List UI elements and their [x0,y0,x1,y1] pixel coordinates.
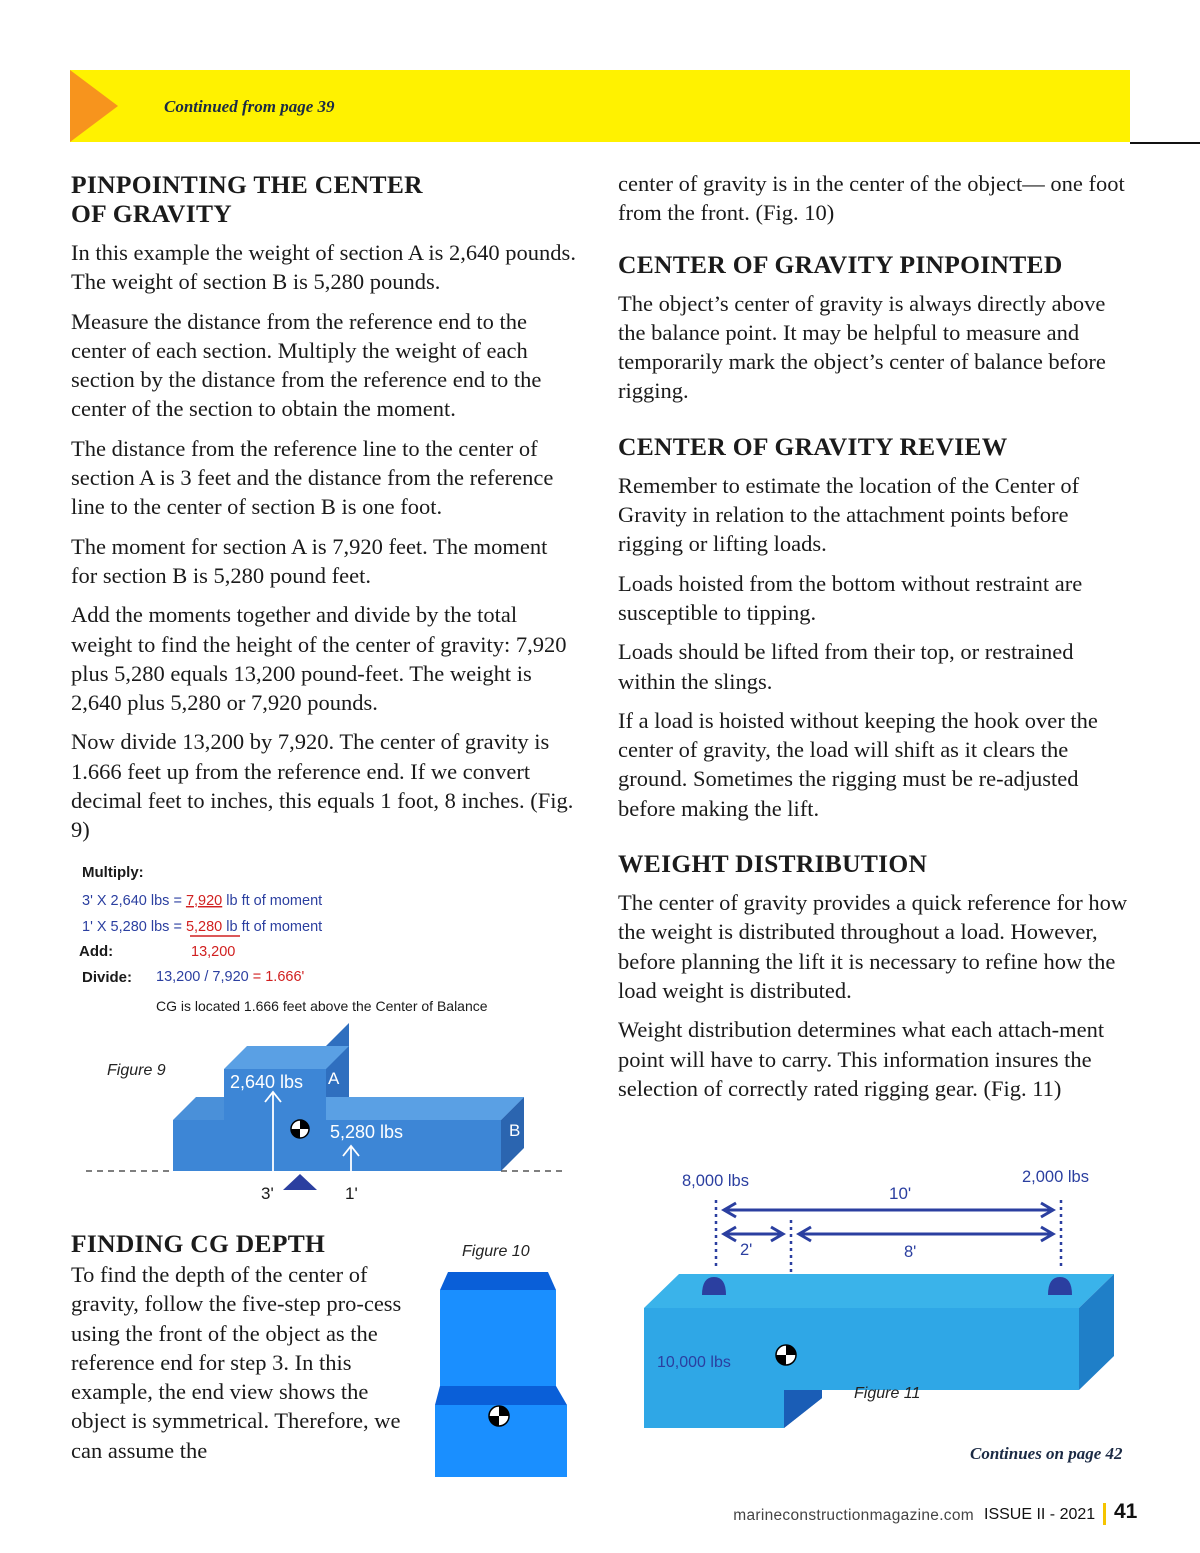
fig11-cg-marker-icon [776,1345,796,1365]
paragraph: center of gravity is in the center of the object— one foot from the front. (Fig. 10) [618,171,1125,226]
paragraph: Weight distribution determines what each attach-ment point will have to carry. This information insures the selection of correctly rated rigging gear. (Fig. 11) [618,1017,1105,1101]
fig11-long-span: 8' [904,1243,917,1261]
heading-pinpointing [71,170,576,228]
paragraph: If a load is hoisted without keeping the hook over the center of gravity, the load will shift as it clears the ground. Sometimes the rigging must be re-adjusted before making the lift. [618,707,1098,821]
fig9-fulcrum-icon [283,1174,317,1190]
paragraph: The center of gravity provides a quick reference for how the weight is distributed throughout a load. However, before planning the lift it is necessary to refine how the load weight is distributed. [618,890,1128,1003]
paragraph: In this example the weight of section A is 2,640 pounds. The weight of section B is 5,280 pounds. [71,240,576,295]
fig9-cg-marker-icon [291,1120,309,1138]
left-column [71,170,576,845]
fig9-section-b: B [509,1121,521,1140]
paragraph: Loads hoisted from the bottom without restraint are susceptible to tipping. [618,570,1083,625]
heading-cg-review: CENTER OF GRAVITY REVIEW [618,431,1008,461]
fig9-multiply: Multiply: [82,864,144,881]
paragraph: The object’s center of gravity is always directly above the balance point. It may be helpful to measure and temporarily mark the object’s center of balance before rigging. [618,290,1106,404]
figure-10 [430,1270,575,1482]
footer-issue: ISSUE II - 2021 [984,1506,1096,1523]
fig11-short-span: 2' [740,1241,753,1259]
fig10-cg-marker-icon [489,1406,509,1426]
fig11-label: Figure 11 [854,1385,921,1402]
continued-from-label: Continued from page 39 [164,97,335,116]
banner-rule [1130,142,1200,144]
cg-depth-section [71,1229,406,1465]
paragraph: Measure the distance from the reference end to the center of each section. Multiply the weight of each section by the distance from the reference end to the center of the section to obtain the moment. [71,308,542,422]
fig9-weight-a: 2,640 lbs [230,1072,304,1092]
paragraph: Now divide 13,200 by 7,920. The center of gravity is 1.666 feet up from the reference end. If we convert decimal feet to inches, this equals 1 foot, 8 inches. (Fig. 9) [71,729,574,843]
fig9-dist-a: 3' [261,1184,274,1203]
figure-11 [632,1160,1122,1435]
paragraph: To find the depth of the center of gravity, follow the five-step pro-cess using the front of the object as the reference end for step 3. In this example, the end view shows the object is symmetrical. Therefore, we can assume the [71,1262,402,1463]
fig9-weight-b: 5,280 lbs [330,1122,404,1142]
right-column [618,169,1130,1103]
paragraph: Loads should be lifted from their top, or restrained within the slings. [618,639,1074,694]
footer-divider [1103,1503,1106,1525]
fig11-right-load: 2,000 lbs [1022,1168,1089,1186]
page-number: 41 [1114,1500,1138,1523]
fig9-dist-b: 1' [345,1184,358,1203]
heading-finding-cg-depth: FINDING CG DEPTH [71,1229,326,1258]
fig9-section-a: A [328,1069,340,1088]
fig9-division: 13,200 / 7,920 = 1.666' [156,969,305,985]
fig9-line-2: 1' X 5,280 lbs = 5,280 lb ft of moment [82,919,323,935]
fig9-divide: Divide: [82,969,133,986]
heading-weight-distribution: WEIGHT DISTRIBUTION [618,849,928,879]
footer-site: marineconstructionmagazine.com [733,1507,974,1524]
paragraph: The distance from the reference line to the center of section A is 3 feet and the distance from the reference line to the center of section B is one foot. [71,435,554,520]
fig10-label: Figure 10 [462,1243,530,1260]
fig11-total-span: 10' [889,1184,912,1203]
fig9-add: Add: [79,943,114,960]
heading-cg-pinpointed: CENTER OF GRAVITY PINPOINTED [618,249,1063,279]
continues-on-label: Continues on page 42 [970,1444,1123,1463]
fig9-label: Figure 9 [107,1062,166,1079]
fig9-sum: 13,200 [191,944,236,960]
fig9-line-1: 3' X 2,640 lbs = 7,920 lb ft of moment [82,893,323,909]
heading-line-1: PINPOINTING THE CENTER [71,170,423,199]
fig9-cg-note: CG is located 1.666 feet above the Center of Balance [156,998,488,1014]
fig11-left-load: 8,000 lbs [682,1172,749,1190]
figure-9 [76,856,576,1211]
heading-line-2: OF GRAVITY [71,199,232,228]
paragraph: The moment for section A is 7,920 feet. The moment for section B is 5,280 pound feet. [71,533,548,588]
paragraph: Add the moments together and divide by the total weight to find the height of the center of gravity: 7,920 plus 5,280 equals 13,200 pound-feet. The weight is 2,640 plus 5,280 or 7,920 pounds. [71,602,567,716]
paragraph: Remember to estimate the location of the Center of Gravity in relation to the attachment points before rigging or lifting loads. [618,472,1080,557]
fig11-total-weight: 10,000 lbs [657,1354,731,1371]
banner-arrow-icon [70,70,118,142]
